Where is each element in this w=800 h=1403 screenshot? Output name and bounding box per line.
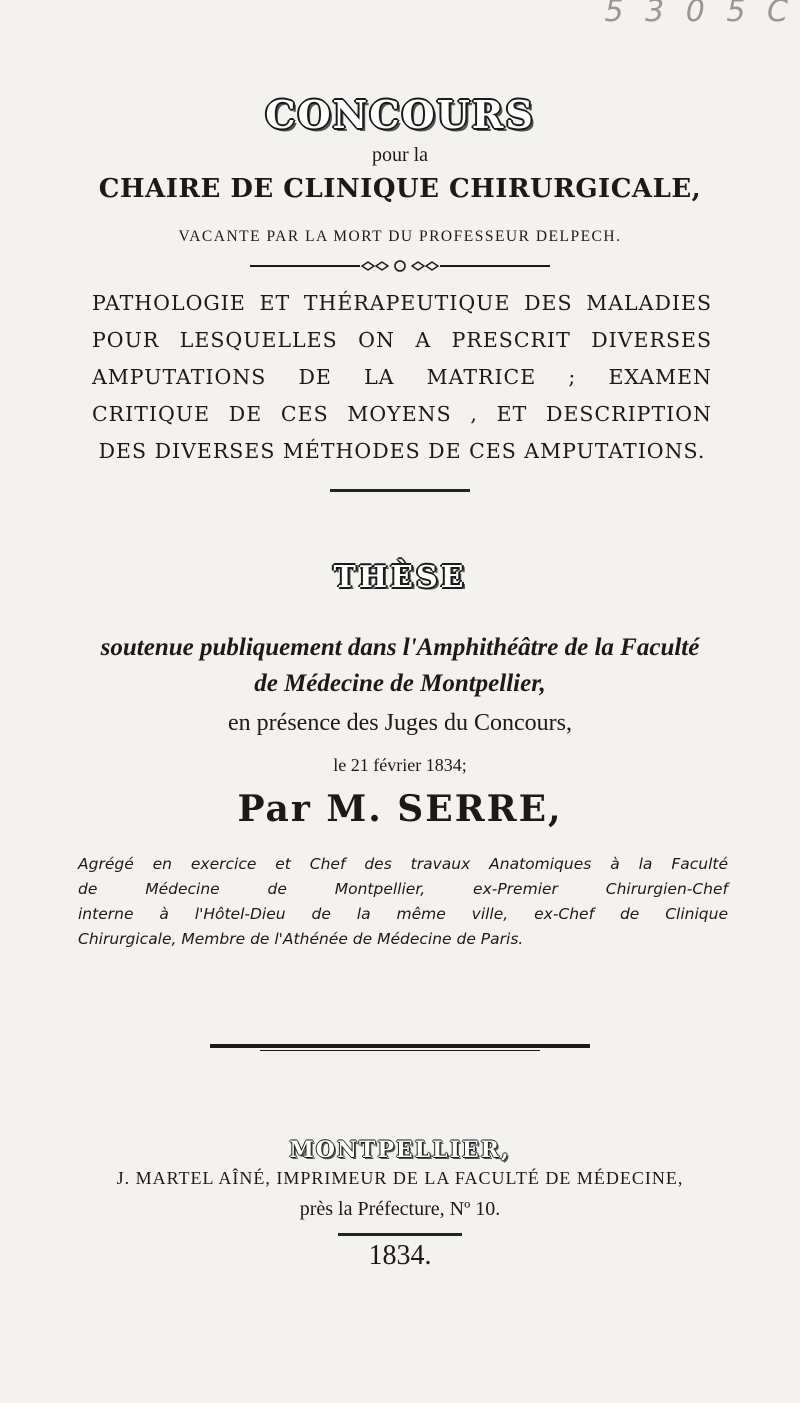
vacante-line: VACANTE PAR LA MORT DU PROFESSEUR DELPECH. bbox=[178, 228, 622, 245]
pour-la: pour la bbox=[371, 144, 429, 166]
thesis-subject bbox=[92, 285, 712, 470]
title-line: de Médecine de Montpellier, ex-Premier Chirurgien-Chef bbox=[78, 880, 728, 898]
presence-line: en présence des Juges du Concours, bbox=[228, 710, 572, 736]
subject-line: POUR LESQUELLES ON A PRESCRIT DIVERSES bbox=[92, 328, 712, 352]
soutenue-text bbox=[0, 630, 800, 702]
these-heading: THÈSE bbox=[333, 560, 467, 595]
author-line: Par M. SERRE, bbox=[237, 788, 563, 830]
date-line: le 21 février 1834; bbox=[333, 755, 467, 775]
author-titles bbox=[78, 852, 728, 952]
divider-rule bbox=[338, 1233, 462, 1236]
divider-thin-rule bbox=[260, 1050, 540, 1051]
concours-heading: CONCOURS bbox=[265, 92, 535, 137]
soutenue-line: de Médecine de Montpellier, bbox=[254, 670, 546, 697]
shelfmark: 5 3 0 5 C bbox=[604, 0, 794, 29]
imprint-address: près la Préfecture, Nº 10. bbox=[299, 1198, 501, 1220]
chaire-title: CHAIRE DE CLINIQUE CHIRURGICALE, bbox=[98, 174, 702, 204]
subject-line: DES DIVERSES MÉTHODES DE CES AMPUTATIONS. bbox=[98, 439, 706, 463]
imprint-city: MONTPELLIER, bbox=[289, 1137, 511, 1163]
title-line: interne à l'Hôtel-Dieu de la même ville, ex-Chef de Clinique bbox=[78, 905, 728, 923]
title-line: Agrégé en exercice et Chef des travaux Anatomiques à la Faculté bbox=[78, 855, 728, 873]
imprint-printer: J. MARTEL AÎNÉ, IMPRIMEUR DE LA FACULTÉ DE MÉDECINE, bbox=[116, 1168, 684, 1188]
divider-thick-rule bbox=[210, 1044, 590, 1048]
subject-line: PATHOLOGIE ET THÉRAPEUTIQUE DES MALADIES bbox=[92, 291, 712, 315]
ornament-divider bbox=[250, 259, 550, 273]
subject-line: AMPUTATIONS DE LA MATRICE ; EXAMEN bbox=[92, 365, 712, 389]
soutenue-line: soutenue publiquement dans l'Amphithéâtre de la Faculté bbox=[100, 634, 700, 661]
title-line: Chirurgicale, Membre de l'Athénée de Médecine de Paris. bbox=[78, 930, 524, 948]
subject-line: CRITIQUE DE CES MOYENS , ET DESCRIPTION bbox=[92, 402, 712, 426]
imprint-year: 1834. bbox=[368, 1240, 432, 1271]
divider-rule bbox=[330, 489, 470, 492]
